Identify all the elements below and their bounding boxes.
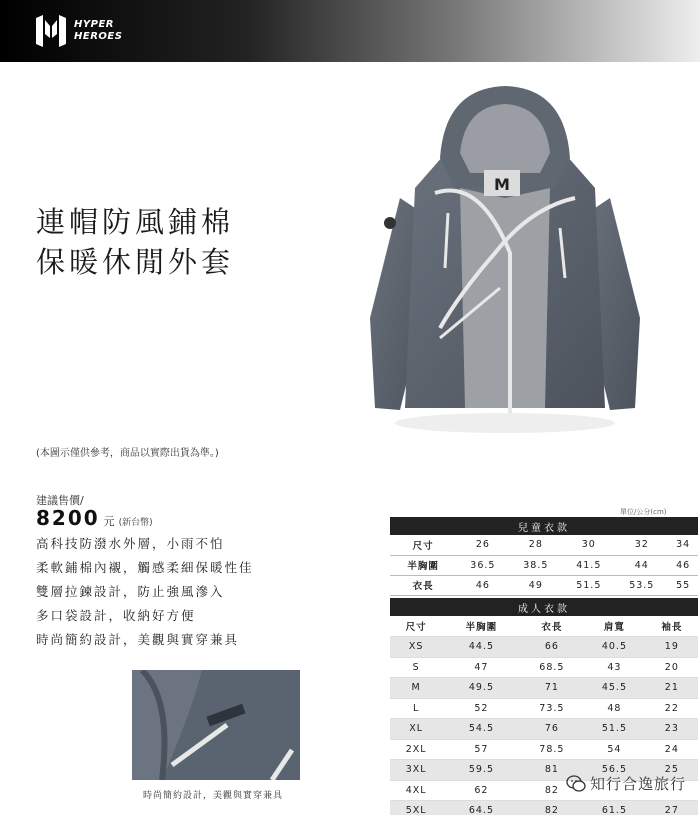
table-row: 衣長 46 49 51.5 53.5 55 bbox=[390, 575, 698, 595]
table-row: 4XL 62 82 bbox=[390, 780, 698, 801]
table-row: S 47 68.5 43 20 bbox=[390, 657, 698, 678]
price-label: 建議售價/ bbox=[36, 494, 84, 507]
price-amount: 8200 bbox=[36, 506, 100, 530]
disclaimer-note: (本圖示僅供參考，商品以實際出貨為準。) bbox=[36, 448, 219, 459]
brand-line-1: HYPER bbox=[74, 19, 114, 30]
table-row: 半胸圍 36.5 38.5 41.5 44 46 bbox=[390, 555, 698, 575]
watermark bbox=[566, 773, 686, 794]
unit-note: 單位/公分(cm) bbox=[620, 508, 667, 516]
price bbox=[36, 506, 153, 530]
brand-header bbox=[0, 0, 700, 62]
feature-item: 高科技防潑水外層，小雨不怕 bbox=[36, 536, 225, 551]
title-line-2: 保暖休閒外套 bbox=[36, 245, 235, 279]
table-row: XL 54.5 76 51.5 23 bbox=[390, 719, 698, 740]
hyper-heroes-logo-icon bbox=[34, 14, 68, 48]
adult-table-title: 成人衣款 bbox=[390, 598, 698, 616]
jacket-photo bbox=[360, 78, 650, 438]
price-unit: 元 bbox=[103, 515, 115, 528]
detail-caption: 時尚簡約設計，美觀與實穿兼具 bbox=[143, 791, 284, 801]
wechat-icon bbox=[566, 774, 586, 794]
title-line-1: 連帽防風鋪棉 bbox=[36, 205, 235, 239]
table-row: 5XL 64.5 82 61.5 27 bbox=[390, 801, 698, 815]
size-tag: M bbox=[494, 175, 510, 194]
price-currency-note: (新台幣) bbox=[118, 518, 153, 528]
table-row: 尺寸 26 28 30 32 34 bbox=[390, 535, 698, 555]
table-row: 2XL 57 78.5 54 24 bbox=[390, 739, 698, 760]
detail-photo bbox=[132, 670, 300, 780]
table-header-row: 尺寸 半胸圍 衣長 肩寬 袖長 bbox=[390, 616, 698, 637]
table-row: L 52 73.5 48 22 bbox=[390, 698, 698, 719]
feature-item: 柔軟鋪棉內襯，觸感柔細保暖性佳 bbox=[36, 560, 254, 575]
feature-item: 多口袋設計，收納好方便 bbox=[36, 608, 196, 623]
table-row: 3XL 59.5 81 56.5 25 bbox=[390, 760, 698, 781]
feature-item: 時尚簡約設計，美觀與實穿兼具 bbox=[36, 632, 240, 647]
table-row: XS 44.5 66 40.5 19 bbox=[390, 637, 698, 658]
table-row: M 49.5 71 45.5 21 bbox=[390, 678, 698, 699]
brand-line-2: HEROES bbox=[74, 31, 123, 42]
brand-logo[interactable] bbox=[34, 14, 122, 48]
watermark-text: 知行合逸旅行 bbox=[590, 775, 687, 793]
product-title bbox=[36, 202, 234, 282]
feature-item: 雙層拉鍊設計，防止強風滲入 bbox=[36, 584, 225, 599]
kids-table-title: 兒童衣款 bbox=[390, 517, 698, 535]
kids-size-table bbox=[390, 517, 698, 596]
feature-list bbox=[36, 532, 254, 652]
